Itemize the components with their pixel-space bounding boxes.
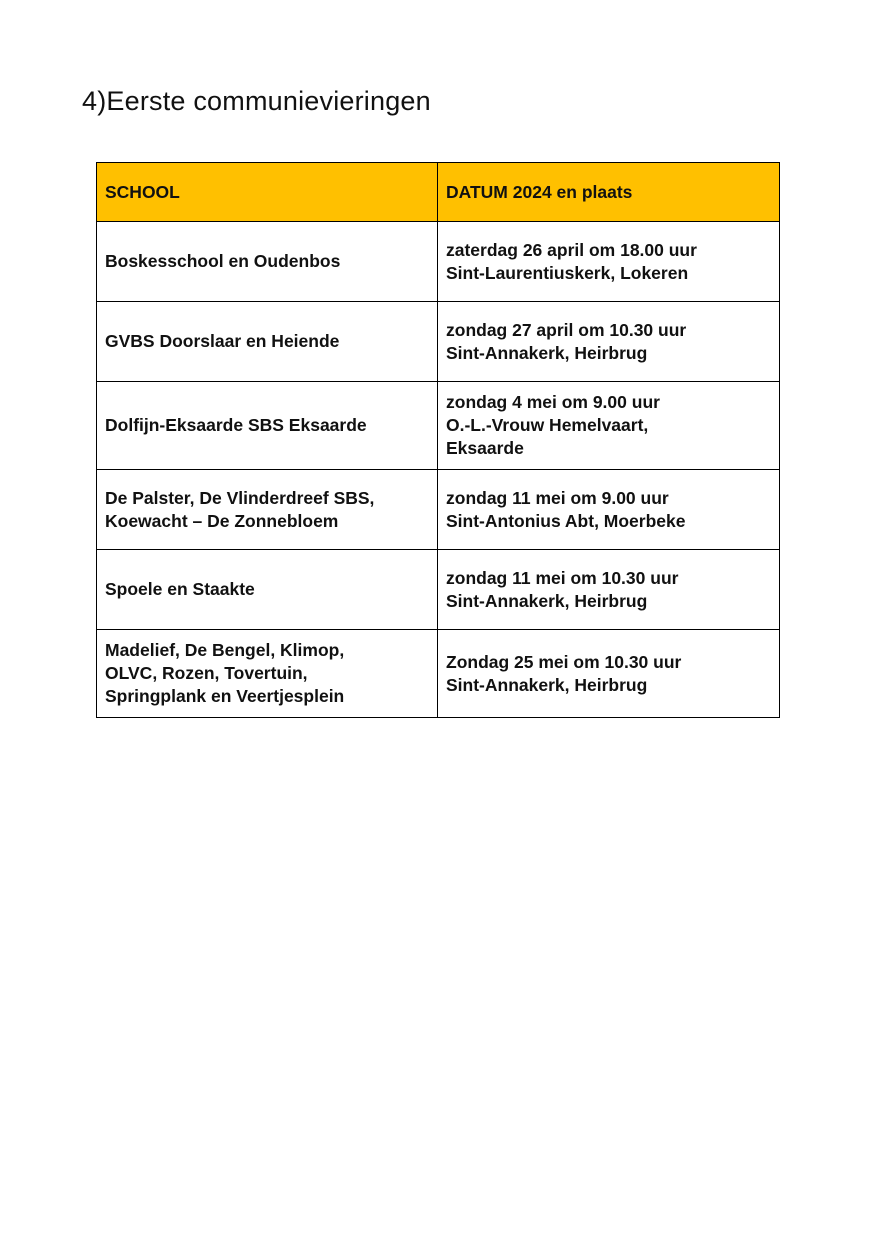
header-datum: DATUM 2024 en plaats (438, 163, 780, 222)
datum-cell: zaterdag 26 april om 18.00 uur Sint-Laurentiuskerk, Lokeren (438, 222, 780, 302)
datum-cell: zondag 27 april om 10.30 uur Sint-Annakerk, Heirbrug (438, 302, 780, 382)
school-cell: Dolfijn-Eksaarde SBS Eksaarde (97, 382, 438, 470)
table-row (97, 630, 780, 718)
table-row (97, 470, 780, 550)
table-header-row (97, 163, 780, 222)
header-school: SCHOOL (97, 163, 438, 222)
communion-schedule-table (96, 162, 780, 718)
table-row (97, 550, 780, 630)
school-cell: Boskesschool en Oudenbos (97, 222, 438, 302)
school-cell: De Palster, De Vlinderdreef SBS, Koewacht – De Zonnebloem (97, 470, 438, 550)
datum-cell: zondag 4 mei om 9.00 uur O.-L.-Vrouw Hemelvaart, Eksaarde (438, 382, 780, 470)
school-cell: Spoele en Staakte (97, 550, 438, 630)
table-row (97, 302, 780, 382)
school-cell: GVBS Doorslaar en Heiende (97, 302, 438, 382)
school-cell: Madelief, De Bengel, Klimop, OLVC, Rozen, Tovertuin, Springplank en Veertjesplein (97, 630, 438, 718)
page-title: 4)Eerste communievieringen (82, 86, 431, 116)
datum-cell: Zondag 25 mei om 10.30 uur Sint-Annakerk, Heirbrug (438, 630, 780, 718)
table-row (97, 382, 780, 470)
datum-cell: zondag 11 mei om 9.00 uur Sint-Antonius Abt, Moerbeke (438, 470, 780, 550)
datum-cell: zondag 11 mei om 10.30 uur Sint-Annakerk, Heirbrug (438, 550, 780, 630)
table-row (97, 222, 780, 302)
